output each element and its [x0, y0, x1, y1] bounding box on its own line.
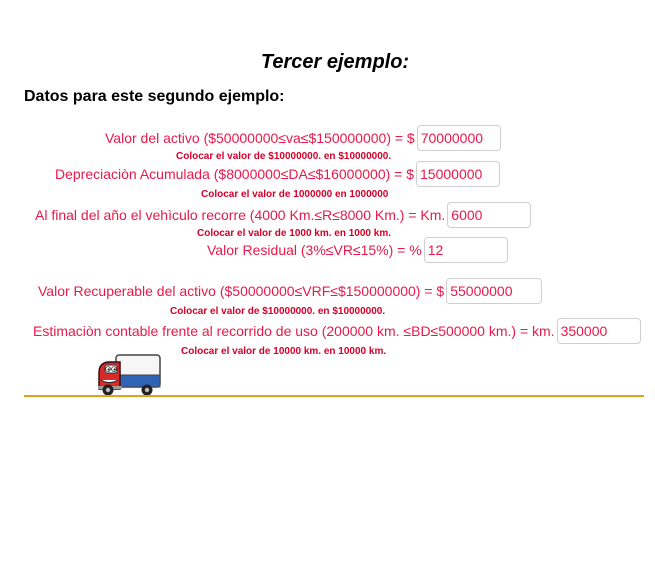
field-row-recorrido-anual — [35, 202, 531, 228]
estimacion-contable-hint: Colocar el valor de 10000 km. en 10000 km. — [181, 346, 387, 357]
field-row-valor-activo — [105, 125, 501, 151]
valor-activo-input[interactable] — [417, 125, 501, 151]
recorrido-anual-input[interactable] — [447, 202, 531, 228]
field-row-depreciacion — [55, 161, 500, 187]
estimacion-contable-label: Estimaciòn contable frente al recorrido de uso (200000 km. ≤BD≤500000 km.) = km. — [33, 323, 555, 339]
page-title: Tercer ejemplo: — [260, 51, 410, 73]
valor-residual-input[interactable] — [424, 237, 508, 263]
recorrido-anual-label: Al final del año el vehìculo recorre (4000 Km.≤R≤8000 Km.) = Km. — [35, 207, 446, 223]
recorrido-anual-hint: Colocar el valor de 1000 km. en 1000 km. — [197, 228, 391, 239]
valor-recuperable-hint: Colocar el valor de $10000000. en $10000000. — [170, 306, 386, 317]
depreciacion-label: Depreciaciòn Acumulada ($8000000≤DA≤$16000000) = $ — [55, 166, 415, 182]
valor-recuperable-label: Valor Recuperable del activo ($50000000≤VRF≤$150000000) = $ — [38, 283, 445, 299]
depreciacion-hint: Colocar el valor de 1000000 en 1000000 — [201, 189, 389, 200]
valor-residual-label: Valor Residual (3%≤VR≤15%) = % — [207, 242, 422, 258]
valor-activo-hint: Colocar el valor de $10000000. en $10000000. — [176, 151, 392, 162]
valor-recuperable-input[interactable] — [446, 278, 542, 304]
ground-line — [24, 395, 644, 397]
section-subtitle: Datos para este segundo ejemplo: — [24, 88, 285, 105]
field-row-valor-residual — [207, 237, 508, 263]
field-row-estimacion-contable — [33, 318, 641, 344]
depreciacion-input[interactable] — [416, 161, 500, 187]
estimacion-contable-input[interactable] — [557, 318, 641, 344]
valor-activo-label: Valor del activo ($50000000≤va≤$150000000) = $ — [105, 130, 415, 146]
field-row-valor-recuperable — [38, 278, 542, 304]
